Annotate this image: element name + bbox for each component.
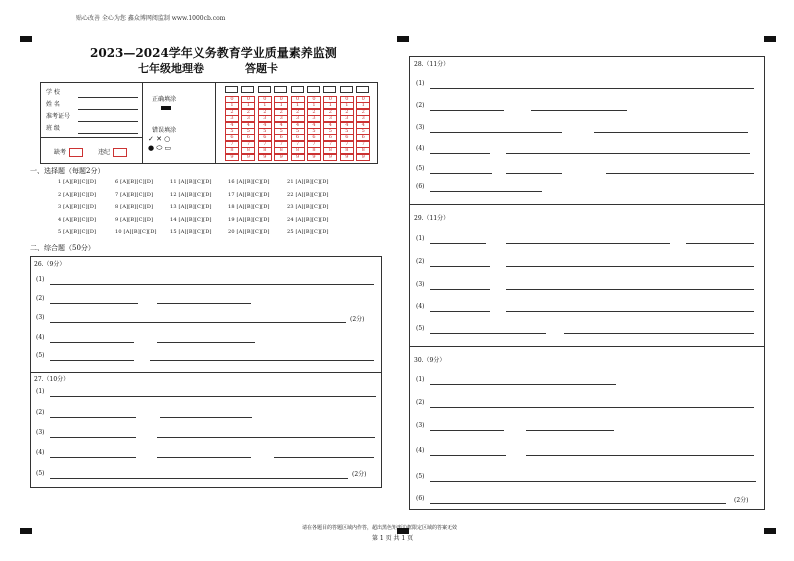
- q30-part-label: (1): [416, 376, 425, 383]
- choice-question[interactable]: 22 [A][B][C][D]: [287, 191, 329, 198]
- exam-number-bubble[interactable]: 2: [340, 109, 354, 116]
- exam-number-bubble[interactable]: 6: [225, 134, 239, 141]
- choice-question[interactable]: 21 [A][B][C][D]: [287, 179, 329, 185]
- q27-part-label: (1): [36, 388, 45, 395]
- exam-number-bubble[interactable]: 0: [258, 96, 272, 103]
- exam-number-bubble[interactable]: 2: [225, 109, 239, 116]
- q30-part-label: (5): [416, 473, 425, 480]
- exam-number-bubble[interactable]: 4: [340, 122, 354, 129]
- choice-question[interactable]: 16 [A][B][C][D]: [228, 179, 270, 185]
- q28-part-label: (1): [416, 80, 425, 87]
- q28-part-label: (6): [416, 183, 425, 190]
- q26-score-note: (2分): [350, 316, 365, 323]
- answer-line[interactable]: [430, 455, 506, 456]
- exam-number-bubble[interactable]: 6: [323, 134, 337, 141]
- exam-number-bubble[interactable]: 8: [307, 147, 321, 154]
- exam-number-bubble[interactable]: 0: [225, 96, 239, 103]
- exam-number-bubble[interactable]: 9: [258, 154, 272, 161]
- q29-q30-divider: [409, 346, 765, 347]
- exam-number-write-box[interactable]: [291, 86, 304, 93]
- exam-number-bubble[interactable]: 1: [241, 102, 255, 109]
- exam-number-bubble[interactable]: 3: [241, 115, 255, 122]
- exam-number-bubble[interactable]: 2: [323, 109, 337, 116]
- answer-card-title: 答题卡: [245, 62, 278, 75]
- answer-line[interactable]: [157, 437, 375, 438]
- exam-number-bubble[interactable]: 4: [307, 122, 321, 129]
- answer-line[interactable]: [430, 384, 616, 385]
- exam-number-bubble[interactable]: 7: [340, 141, 354, 148]
- exam-number-bubble[interactable]: 5: [291, 128, 305, 135]
- exam-number-bubble[interactable]: 4: [291, 122, 305, 129]
- q30-part-label: (2): [416, 399, 425, 406]
- answer-line[interactable]: [430, 243, 486, 244]
- exam-number-line[interactable]: [78, 121, 138, 122]
- answer-line[interactable]: [150, 360, 374, 361]
- exam-number-bubble[interactable]: 5: [274, 128, 288, 135]
- exam-number-bubble[interactable]: 6: [291, 134, 305, 141]
- footer-notice: 请在各题目的答题区域内作答，超出黑色矩形边框限定区域的答案无效: [302, 525, 458, 531]
- exam-number-bubble[interactable]: 1: [274, 102, 288, 109]
- exam-number-bubble[interactable]: 3: [340, 115, 354, 122]
- exam-number-bubble[interactable]: 3: [258, 115, 272, 122]
- exam-number-bubble[interactable]: 4: [274, 122, 288, 129]
- exam-number-bubble[interactable]: 9: [356, 154, 370, 161]
- choice-question[interactable]: 25 [A][B][C][D]: [287, 229, 329, 235]
- q26-q27-divider: [30, 372, 382, 373]
- answer-line[interactable]: [430, 430, 504, 431]
- choice-question[interactable]: 2 [A][B][C][D]: [58, 191, 97, 198]
- answer-line[interactable]: [430, 88, 754, 89]
- answer-line[interactable]: [430, 173, 492, 174]
- absent-checkbox[interactable]: [69, 148, 83, 157]
- right-answer-box: [409, 56, 765, 510]
- exam-number-bubble[interactable]: 9: [323, 154, 337, 161]
- q27-part-label: (3): [36, 429, 45, 436]
- exam-number-bubble[interactable]: 3: [291, 115, 305, 122]
- exam-number-bubble[interactable]: 7: [356, 141, 370, 148]
- violation-checkbox[interactable]: [113, 148, 127, 157]
- exam-number-bubble[interactable]: 8: [340, 147, 354, 154]
- exam-number-write-box[interactable]: [356, 86, 369, 93]
- exam-number-label: 准考证号: [46, 113, 71, 120]
- registration-mark-top-center: [397, 36, 409, 42]
- answer-line[interactable]: [157, 303, 251, 304]
- name-label: 姓 名: [46, 101, 60, 108]
- exam-number-bubble[interactable]: 8: [225, 147, 239, 154]
- answer-line[interactable]: [160, 417, 252, 418]
- exam-number-bubble[interactable]: 6: [274, 134, 288, 141]
- exam-number-bubble[interactable]: 6: [258, 134, 272, 141]
- q30-title: 30.（9分）: [414, 357, 446, 364]
- answer-line[interactable]: [50, 396, 376, 397]
- exam-number-write-box[interactable]: [307, 86, 320, 93]
- q28-title: 28.（11分）: [414, 61, 450, 68]
- q30-part-label: (6): [416, 495, 425, 502]
- exam-number-bubble[interactable]: 7: [258, 141, 272, 148]
- exam-number-bubble[interactable]: 1: [291, 102, 305, 109]
- exam-number-bubble[interactable]: 3: [225, 115, 239, 122]
- exam-number-bubble[interactable]: 3: [356, 115, 370, 122]
- wrong-fill-symbols: ✓ ✕ ○: [148, 135, 171, 143]
- answer-line[interactable]: [157, 457, 251, 458]
- exam-number-bubble[interactable]: 8: [323, 147, 337, 154]
- choice-question[interactable]: 5 [A][B][C][D]: [58, 229, 97, 235]
- choice-question[interactable]: 1 [A][B][C][D]: [58, 179, 97, 185]
- registration-mark-top-left: [20, 36, 32, 42]
- exam-number-bubble[interactable]: 7: [307, 141, 321, 148]
- answer-line[interactable]: [50, 478, 348, 479]
- exam-number-bubble[interactable]: 3: [307, 115, 321, 122]
- answer-line[interactable]: [430, 289, 490, 290]
- violation-label: 违纪: [98, 148, 127, 157]
- exam-number-bubble[interactable]: 6: [356, 134, 370, 141]
- answer-line[interactable]: [50, 457, 136, 458]
- answer-line[interactable]: [430, 311, 490, 312]
- choice-question[interactable]: 17 [A][B][C][D]: [228, 191, 270, 198]
- exam-number-bubble[interactable]: 2: [241, 109, 255, 116]
- exam-number-bubble[interactable]: 7: [241, 141, 255, 148]
- answer-line[interactable]: [430, 132, 562, 133]
- info-divider: [215, 82, 216, 164]
- page-title: 2023—2024学年义务教育学业质量素养监测: [90, 46, 337, 60]
- exam-number-bubble[interactable]: 6: [241, 134, 255, 141]
- exam-number-bubble[interactable]: 5: [340, 128, 354, 135]
- choice-question[interactable]: 9 [A][B][C][D]: [115, 216, 154, 223]
- answer-line[interactable]: [430, 503, 726, 504]
- choice-question[interactable]: 4 [A][B][C][D]: [58, 216, 97, 223]
- answer-line[interactable]: [50, 322, 346, 323]
- exam-number-bubble[interactable]: 5: [225, 128, 239, 135]
- exam-number-bubble[interactable]: 3: [274, 115, 288, 122]
- subject-title: 七年级地理卷: [138, 62, 204, 75]
- answer-line[interactable]: [526, 455, 754, 456]
- answer-line[interactable]: [50, 417, 136, 418]
- q30-part-label: (3): [416, 422, 425, 429]
- answer-line[interactable]: [564, 333, 754, 334]
- exam-number-write-box[interactable]: [323, 86, 336, 93]
- choice-question[interactable]: 18 [A][B][C][D]: [228, 204, 270, 210]
- answer-line[interactable]: [506, 289, 754, 290]
- exam-number-bubble[interactable]: 7: [323, 141, 337, 148]
- exam-number-write-box[interactable]: [274, 86, 287, 93]
- exam-number-bubble[interactable]: 9: [291, 154, 305, 161]
- info-divider: [142, 82, 143, 164]
- exam-number-bubble[interactable]: 0: [307, 96, 321, 103]
- choice-question[interactable]: 10 [A][B][C][D]: [115, 229, 157, 235]
- school-label: 学 校: [46, 89, 60, 96]
- q28-part-label: (3): [416, 124, 425, 131]
- exam-number-bubble[interactable]: 4: [258, 122, 272, 129]
- q27-title: 27.（10分）: [34, 376, 70, 383]
- absent-label: 缺考: [54, 148, 83, 157]
- exam-number-bubble[interactable]: 0: [323, 96, 337, 103]
- q29-part-label: (5): [416, 325, 425, 332]
- exam-number-bubble[interactable]: 7: [225, 141, 239, 148]
- answer-line[interactable]: [606, 173, 754, 174]
- exam-number-bubble[interactable]: 3: [323, 115, 337, 122]
- choice-question[interactable]: 8 [A][B][C][D]: [115, 204, 154, 210]
- exam-number-bubble[interactable]: 1: [258, 102, 272, 109]
- answer-line[interactable]: [430, 110, 504, 111]
- choice-question[interactable]: 13 [A][B][C][D]: [170, 204, 212, 210]
- exam-number-bubble[interactable]: 1: [323, 102, 337, 109]
- answer-line[interactable]: [526, 430, 614, 431]
- answer-line[interactable]: [506, 311, 754, 312]
- answer-line[interactable]: [50, 303, 138, 304]
- q26-part-label: (5): [36, 352, 45, 359]
- exam-number-bubble[interactable]: 5: [323, 128, 337, 135]
- answer-line[interactable]: [506, 173, 562, 174]
- exam-number-bubble[interactable]: 9: [307, 154, 321, 161]
- q29-part-label: (2): [416, 258, 425, 265]
- q29-part-label: (4): [416, 303, 425, 310]
- exam-number-bubble[interactable]: 4: [323, 122, 337, 129]
- name-line[interactable]: [78, 109, 138, 110]
- q27-score-note: (2分): [352, 471, 367, 478]
- exam-number-bubble[interactable]: 9: [340, 154, 354, 161]
- answer-line[interactable]: [50, 342, 134, 343]
- exam-number-write-box[interactable]: [241, 86, 254, 93]
- q26-part-label: (4): [36, 334, 45, 341]
- exam-number-bubble[interactable]: 1: [225, 102, 239, 109]
- choice-question[interactable]: 15 [A][B][C][D]: [170, 229, 212, 235]
- exam-number-bubble[interactable]: 8: [241, 147, 255, 154]
- watermark: 贴心改善 全心为您 鑫众博网阅监制 www.1000cb.com: [76, 15, 226, 22]
- exam-number-bubble[interactable]: 0: [340, 96, 354, 103]
- choice-question[interactable]: 11 [A][B][C][D]: [170, 179, 212, 185]
- exam-number-bubble[interactable]: 0: [241, 96, 255, 103]
- exam-number-bubble[interactable]: 2: [356, 109, 370, 116]
- q27-part-label: (2): [36, 409, 45, 416]
- answer-line[interactable]: [430, 153, 490, 154]
- exam-number-bubble[interactable]: 5: [241, 128, 255, 135]
- q29-title: 29.（11分）: [414, 215, 450, 222]
- answer-line[interactable]: [50, 284, 374, 285]
- exam-number-bubble[interactable]: 2: [307, 109, 321, 116]
- exam-number-bubble[interactable]: 5: [258, 128, 272, 135]
- q28-part-label: (4): [416, 145, 425, 152]
- exam-number-write-box[interactable]: [258, 86, 271, 93]
- exam-number-bubble[interactable]: 9: [241, 154, 255, 161]
- q28-part-label: (2): [416, 102, 425, 109]
- q26-part-label: (3): [36, 314, 45, 321]
- page-number: 第 1 页 共 1 页: [372, 535, 414, 542]
- answer-line[interactable]: [506, 266, 754, 267]
- choice-question[interactable]: 19 [A][B][C][D]: [228, 216, 270, 223]
- answer-line[interactable]: [157, 342, 255, 343]
- wrong-fill-symbols-row2: ● ⬭ ▭: [148, 144, 172, 152]
- choice-question[interactable]: 6 [A][B][C][D]: [115, 179, 154, 185]
- choice-question[interactable]: 7 [A][B][C][D]: [115, 191, 154, 198]
- class-line[interactable]: [78, 133, 138, 134]
- exam-number-bubble[interactable]: 7: [291, 141, 305, 148]
- answer-line[interactable]: [430, 481, 756, 482]
- exam-number-bubble[interactable]: 4: [241, 122, 255, 129]
- exam-number-write-box[interactable]: [340, 86, 353, 93]
- exam-number-bubble[interactable]: 1: [340, 102, 354, 109]
- answer-line[interactable]: [50, 360, 134, 361]
- class-label: 班 级: [46, 125, 60, 132]
- registration-mark-bottom-right: [764, 528, 776, 534]
- exam-number-bubble[interactable]: 5: [356, 128, 370, 135]
- exam-number-bubble[interactable]: 5: [307, 128, 321, 135]
- q27-part-label: (5): [36, 470, 45, 477]
- choice-question[interactable]: 12 [A][B][C][D]: [170, 191, 212, 198]
- choice-question[interactable]: 3 [A][B][C][D]: [58, 204, 97, 210]
- exam-number-bubble[interactable]: 7: [274, 141, 288, 148]
- q28-part-label: (5): [416, 165, 425, 172]
- answer-line[interactable]: [430, 191, 542, 192]
- answer-line[interactable]: [430, 266, 490, 267]
- answer-line[interactable]: [506, 153, 750, 154]
- exam-number-bubble[interactable]: 4: [225, 122, 239, 129]
- school-line[interactable]: [78, 97, 138, 98]
- q30-part-label: (4): [416, 447, 425, 454]
- correct-fill-label: 正确填涂: [152, 96, 177, 103]
- q29-part-label: (1): [416, 235, 425, 242]
- exam-number-bubble[interactable]: 8: [274, 147, 288, 154]
- q28-q29-divider: [409, 204, 765, 205]
- exam-number-write-box[interactable]: [225, 86, 238, 93]
- exam-number-bubble[interactable]: 0: [291, 96, 305, 103]
- exam-number-bubble[interactable]: 9: [274, 154, 288, 161]
- q27-part-label: (4): [36, 449, 45, 456]
- info-divider: [40, 137, 142, 138]
- q26-part-label: (2): [36, 295, 45, 302]
- answer-line[interactable]: [594, 132, 748, 133]
- exam-number-bubble[interactable]: 0: [356, 96, 370, 103]
- q30-score-note: (2分): [734, 497, 749, 504]
- choice-question[interactable]: 20 [A][B][C][D]: [228, 229, 270, 235]
- exam-number-bubble[interactable]: 9: [225, 154, 239, 161]
- answer-line[interactable]: [274, 457, 374, 458]
- exam-number-bubble[interactable]: 4: [356, 122, 370, 129]
- q26-title: 26.（9分）: [34, 261, 66, 268]
- exam-number-bubble[interactable]: 1: [307, 102, 321, 109]
- exam-number-bubble[interactable]: 6: [307, 134, 321, 141]
- q29-part-label: (3): [416, 281, 425, 288]
- exam-number-bubble[interactable]: 6: [340, 134, 354, 141]
- wrong-fill-label: 错误填涂: [152, 127, 177, 134]
- exam-number-bubble[interactable]: 8: [291, 147, 305, 154]
- exam-number-bubble[interactable]: 8: [356, 147, 370, 154]
- registration-mark-top-right: [764, 36, 776, 42]
- answer-line[interactable]: [430, 333, 546, 334]
- section-choice-title: 一、选择题（每题2分）: [30, 167, 105, 175]
- answer-line[interactable]: [50, 437, 136, 438]
- answer-line[interactable]: [531, 110, 627, 111]
- section-comprehensive-title: 二、综合题（50分）: [30, 244, 95, 252]
- choice-question[interactable]: 14 [A][B][C][D]: [170, 216, 212, 223]
- answer-line[interactable]: [686, 243, 754, 244]
- correct-fill-example: [161, 106, 171, 110]
- exam-number-bubble[interactable]: 2: [274, 109, 288, 116]
- exam-number-bubble[interactable]: 1: [356, 102, 370, 109]
- registration-mark-bottom-left: [20, 528, 32, 534]
- exam-number-bubble[interactable]: 2: [291, 109, 305, 116]
- answer-line[interactable]: [430, 407, 754, 408]
- exam-number-bubble[interactable]: 2: [258, 109, 272, 116]
- choice-question[interactable]: 23 [A][B][C][D]: [287, 204, 329, 210]
- exam-number-bubble[interactable]: 0: [274, 96, 288, 103]
- choice-question[interactable]: 24 [A][B][C][D]: [287, 216, 329, 223]
- q26-part-label: (1): [36, 276, 45, 283]
- exam-number-bubble[interactable]: 8: [258, 147, 272, 154]
- answer-line[interactable]: [506, 243, 670, 244]
